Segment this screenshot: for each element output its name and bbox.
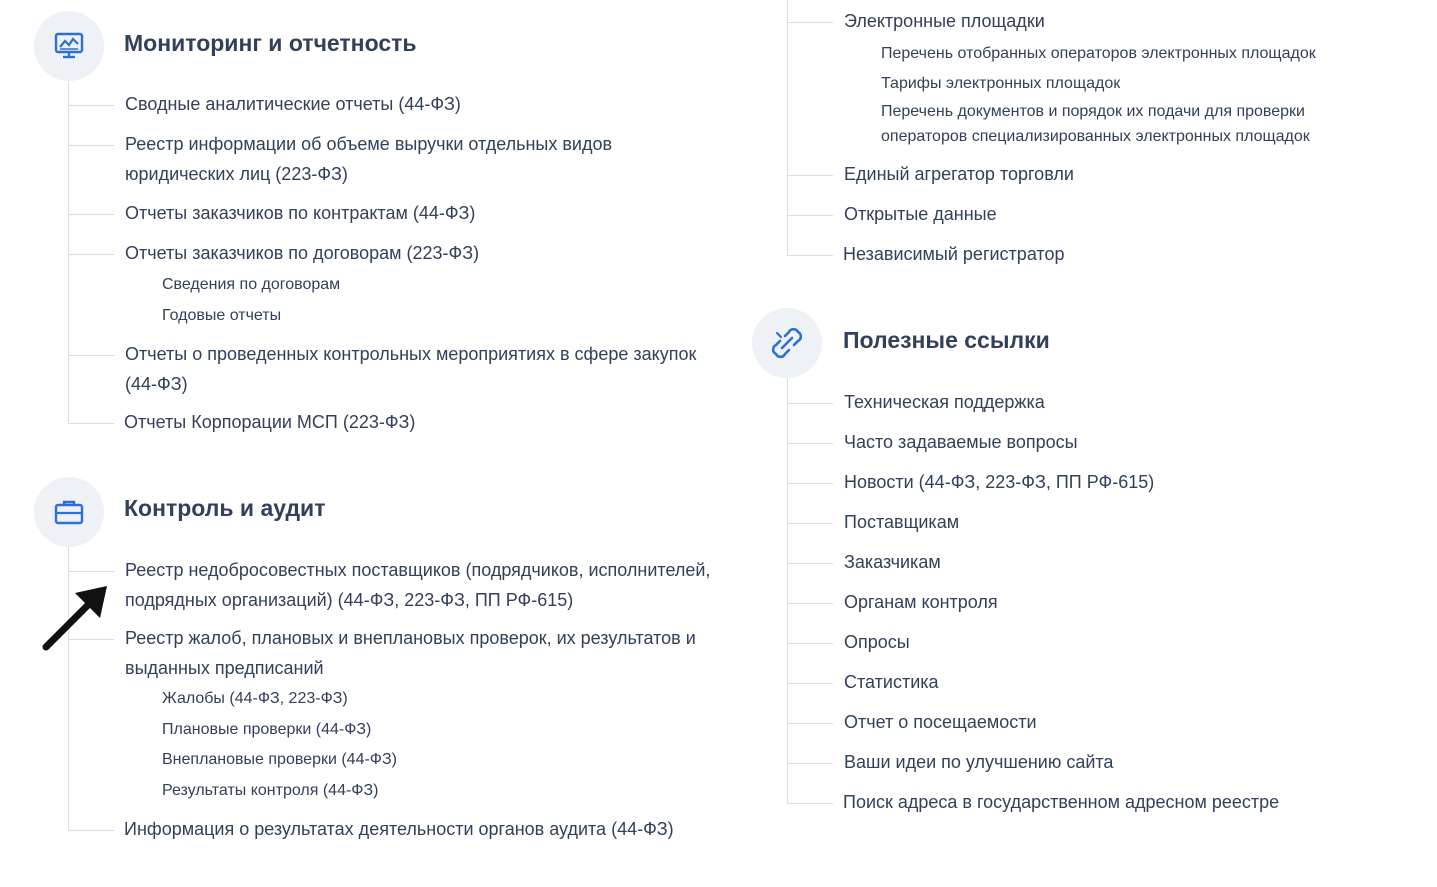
link-otchety-kontrolnye-line2[interactable]: (44-ФЗ): [125, 374, 188, 394]
sublink-tarify[interactable]: Тарифы электронных площадок: [881, 75, 1121, 92]
link-control-bodies[interactable]: Органам контроля: [844, 592, 998, 612]
tree-line: [787, 378, 788, 803]
tree-branch: [68, 214, 114, 215]
tree-branch: [68, 355, 114, 356]
tree-line: [787, 0, 788, 256]
link-reestr-zhalob-line2[interactable]: выданных предписаний: [125, 658, 324, 678]
link-agregator[interactable]: Единый агрегатор торговли: [844, 164, 1074, 184]
tree-branch: [68, 105, 114, 106]
link-svodnye-otchety[interactable]: Сводные аналитические отчеты (44-ФЗ): [125, 94, 461, 114]
link-reestr-nedobrosovestnyh[interactable]: Реестр недобросовестных поставщиков (подрядчиков, исполнителей,: [125, 560, 711, 580]
briefcase-icon: [34, 477, 104, 547]
section-title-useful-links: Полезные ссылки: [843, 327, 1050, 353]
link-statistics[interactable]: Статистика: [844, 672, 939, 692]
pointer-arrow-icon: [40, 584, 112, 654]
tree-branch: [787, 403, 833, 404]
tree-branch: [787, 443, 833, 444]
sublink-perechen-dokumentov[interactable]: Перечень документов и порядок их подачи для проверки: [881, 103, 1305, 120]
link-faq[interactable]: Часто задаваемые вопросы: [844, 432, 1078, 452]
sublink-vneplanovye-proverki[interactable]: Внеплановые проверки (44-ФЗ): [162, 751, 397, 768]
link-reestr-nedobrosovestnyh-line2[interactable]: подрядных организаций) (44-ФЗ, 223-ФЗ, ПП РФ-615): [125, 590, 574, 610]
link-otchety-dogovory[interactable]: Отчеты заказчиков по договорам (223-ФЗ): [125, 243, 480, 263]
sublink-rezultaty-kontrolya[interactable]: Результаты контроля (44-ФЗ): [162, 782, 379, 799]
tree-branch: [787, 523, 833, 524]
link-reestr-zhalob[interactable]: Реестр жалоб, плановых и внеплановых проверок, их результатов и: [125, 628, 696, 648]
link-reestr-vyruchki-line2[interactable]: юридических лиц (223-ФЗ): [125, 164, 348, 184]
section-title-monitoring: Мониторинг и отчетность: [124, 30, 417, 56]
tree-branch: [787, 803, 833, 804]
tree-branch: [68, 145, 114, 146]
link-nezavisimyi-registrator[interactable]: Независимый регистратор: [843, 244, 1065, 264]
link-otchety-msp[interactable]: Отчеты Корпорации МСП (223-ФЗ): [124, 412, 416, 432]
link-otchety-kontrakty[interactable]: Отчеты заказчиков по контрактам (44-ФЗ): [125, 203, 476, 223]
link-info-audit[interactable]: Информация о результатах деятельности органов аудита (44-ФЗ): [124, 819, 674, 839]
link-attendance-report[interactable]: Отчет о посещаемости: [844, 712, 1037, 732]
tree-branch: [787, 763, 833, 764]
link-ideas[interactable]: Ваши идеи по улучшению сайта: [844, 752, 1114, 772]
link-icon: [752, 308, 822, 378]
link-otchety-kontrolnye[interactable]: Отчеты о проведенных контрольных мероприятиях в сфере закупок: [125, 344, 697, 364]
tree-branch: [68, 830, 114, 831]
link-news[interactable]: Новости (44-ФЗ, 223-ФЗ, ПП РФ-615): [844, 472, 1155, 492]
tree-branch: [68, 423, 114, 424]
tree-branch: [787, 255, 833, 256]
sublink-godovye-otchety[interactable]: Годовые отчеты: [162, 307, 282, 324]
sublink-svedeniya-dogovory[interactable]: Сведения по договорам: [162, 276, 341, 293]
tree-branch: [787, 603, 833, 604]
link-address-search[interactable]: Поиск адреса в государственном адресном реестре: [843, 792, 1280, 812]
link-tech-support[interactable]: Техническая поддержка: [844, 392, 1045, 412]
tree-branch: [787, 563, 833, 564]
link-surveys[interactable]: Опросы: [844, 632, 910, 652]
link-otkrytye-dannye[interactable]: Открытые данные: [844, 204, 997, 224]
sublink-perechen-dokumentov-line2[interactable]: операторов специализированных электронных площадок: [881, 128, 1310, 145]
tree-branch: [787, 683, 833, 684]
tree-branch: [68, 571, 114, 572]
tree-branch: [787, 215, 833, 216]
sublink-zhaloby[interactable]: Жалобы (44-ФЗ, 223-ФЗ): [162, 690, 348, 707]
link-suppliers[interactable]: Поставщикам: [844, 512, 960, 532]
tree-branch: [787, 643, 833, 644]
tree-branch: [787, 723, 833, 724]
tree-branch: [68, 254, 114, 255]
section-title-audit: Контроль и аудит: [124, 495, 326, 521]
tree-branch: [787, 22, 833, 23]
monitor-chart-icon: [34, 11, 104, 81]
tree-branch: [787, 175, 833, 176]
sublink-planovye-proverki[interactable]: Плановые проверки (44-ФЗ): [162, 721, 372, 738]
tree-line: [68, 81, 69, 424]
link-elektronnye-ploshadki[interactable]: Электронные площадки: [844, 11, 1045, 31]
link-reestr-vyruchki[interactable]: Реестр информации об объеме выручки отдельных видов: [125, 134, 613, 154]
sublink-perechen-operatorov[interactable]: Перечень отобранных операторов электронных площадок: [881, 45, 1316, 62]
link-customers[interactable]: Заказчикам: [844, 552, 941, 572]
tree-branch: [787, 483, 833, 484]
